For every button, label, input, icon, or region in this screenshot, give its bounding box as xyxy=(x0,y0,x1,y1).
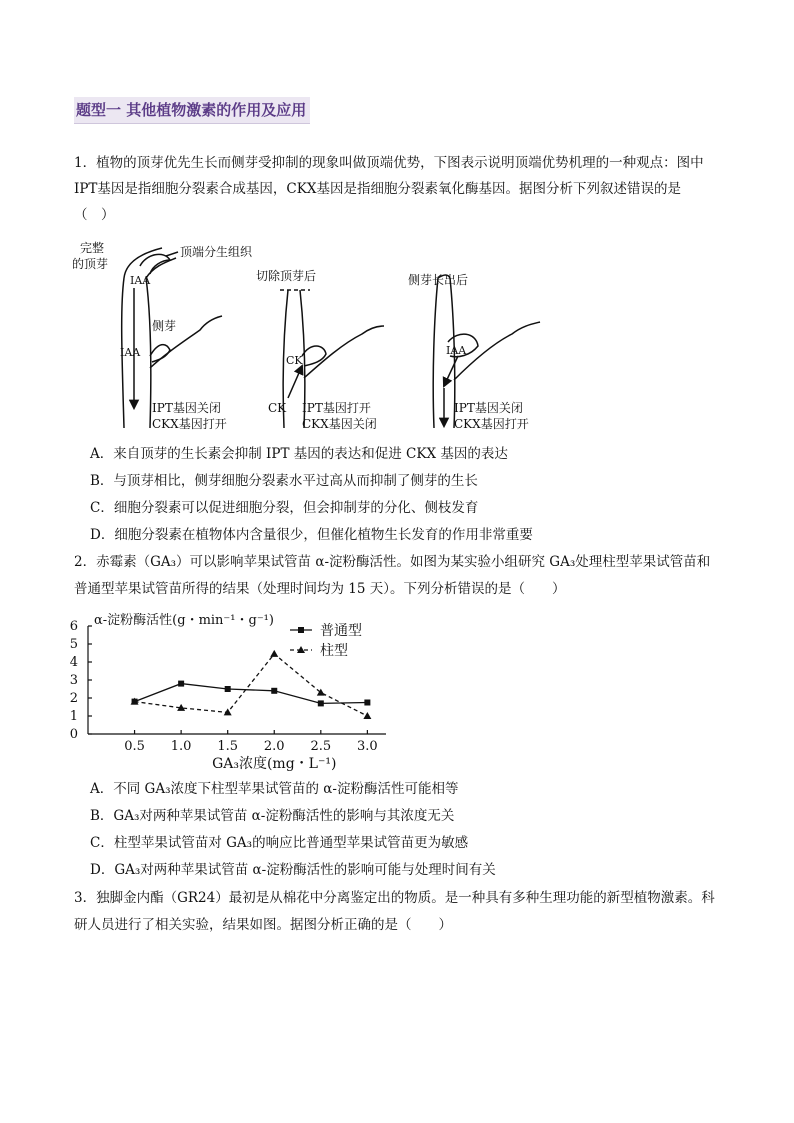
q2-option-a: A．不同 GA₃浓度下柱型苹果试管苗的 α-淀粉酶活性可能相等 xyxy=(90,781,459,797)
panel2-ck-stem: CK xyxy=(268,401,287,415)
point-putong-2.0 xyxy=(271,688,277,694)
panel1-label-b: 的顶芽 xyxy=(72,257,109,271)
panel1-bud xyxy=(150,345,170,362)
x-tick-label: 1.0 xyxy=(170,739,192,754)
y-tick-label: 0 xyxy=(69,727,78,742)
point-zhu-2.0 xyxy=(270,650,278,657)
panel3-gene2: CKX基因打开 xyxy=(454,417,529,431)
x-tick-label: 0.5 xyxy=(124,739,145,754)
q1-stem-line2: IPT基因是指细胞分裂素合成基因，CKX基因是指细胞分裂素氧化酶基因。据图分析下列叙述错误的是 xyxy=(74,181,681,197)
apical-dominance-figure xyxy=(66,238,566,434)
q1-option-b: B．与顶芽相比，侧芽细胞分裂素水平过高从而抑制了侧芽的生长 xyxy=(90,473,478,489)
q2-stem-line1: 2．赤霉素（GA₃）可以影响苹果试管苗 α-淀粉酶活性。如图为某实验小组研究 GA₃处理柱型苹果试管苗和 xyxy=(74,554,711,570)
point-putong-3.0 xyxy=(364,700,370,706)
point-putong-2.5 xyxy=(318,700,324,706)
q2-option-c: C．柱型苹果试管苗对 GA₃的响应比普通型苹果试管苗更为敏感 xyxy=(90,835,469,851)
section-heading: 题型一 其他植物激素的作用及应用 xyxy=(74,97,310,124)
panel2-gene1: IPT基因打开 xyxy=(302,401,371,415)
panel3-iaa: IAA xyxy=(446,344,467,357)
y-axis-label: α-淀粉酶活性(g・min⁻¹・g⁻¹) xyxy=(94,613,274,628)
point-zhu-1.5 xyxy=(224,708,232,715)
panel2-ck-bud: CK xyxy=(286,354,303,367)
panel2-arrow xyxy=(288,366,302,398)
x-tick-label: 3.0 xyxy=(357,739,378,754)
panel3-arrow-bud xyxy=(444,356,458,386)
series-line-1 xyxy=(135,684,368,704)
q1-stem-line3: （ ） xyxy=(74,207,115,223)
panel1-gene1: IPT基因关闭 xyxy=(152,401,221,415)
x-tick-label: 2.5 xyxy=(310,739,332,754)
panel1-stem-right xyxy=(146,278,151,428)
q2-option-d: D．GA₃对两种苹果试管苗 α-淀粉酶活性的影响可能与处理时间有关 xyxy=(90,862,496,878)
point-putong-1.0 xyxy=(178,681,184,687)
panel1-iaa-mid: IAA xyxy=(120,346,141,359)
q2-stem-line2: 普通型苹果试管苗所得的结果（处理时间均为 15 天）。下列分析错误的是（ ） xyxy=(74,581,566,597)
point-putong-1.5 xyxy=(225,686,231,692)
point-zhu-3.0 xyxy=(363,712,371,719)
q3-stem-line1: 3．独脚金内酯（GR24）最初是从棉花中分离鉴定出的物质。是一种具有多种生理功能的新型植物激素。科 xyxy=(74,890,715,906)
panel1-label-a: 完整 xyxy=(80,241,105,255)
x-axis-label: GA₃浓度(mg・L⁻¹) xyxy=(212,756,337,772)
panel2-branch xyxy=(304,326,384,378)
x-tick-label: 1.5 xyxy=(217,739,239,754)
panel3-stem-left xyxy=(433,278,438,428)
q1-stem-line1: 1．植物的顶芽优先生长而侧芽受抑制的现象叫做顶端优势，下图表示说明顶端优势机理的一种观点：图中 xyxy=(74,155,704,171)
q3-stem-line2: 研人员进行了相关实验，结果如图。据图分析正确的是（ ） xyxy=(74,917,452,933)
q1-option-d: D．细胞分裂素在植物体内含量很少，但催化植物生长发育的作用非常重要 xyxy=(90,527,533,543)
panel3-gene1: IPT基因关闭 xyxy=(454,401,523,415)
q1-option-c: C．细胞分裂素可以促进细胞分裂，但会抑制芽的分化、侧枝发育 xyxy=(90,500,479,516)
panel1-iaa-top: IAA xyxy=(130,274,151,287)
panel1-bud-label: 侧芽 xyxy=(152,319,177,333)
q2-option-b: B．GA₃对两种苹果试管苗 α-淀粉酶活性的影响与其浓度无关 xyxy=(90,808,455,824)
panel1-pointer xyxy=(166,252,178,256)
panel3-title: 侧芽长出后 xyxy=(408,273,469,287)
q1-option-a: A．来自顶芽的生长素会抑制 IPT 基因的表达和促进 CKX 基因的表达 xyxy=(90,446,508,462)
legend-label-1: 普通型 xyxy=(320,623,362,639)
legend-marker-square xyxy=(298,627,304,633)
panel1-meristem-label: 顶端分生组织 xyxy=(180,245,253,259)
y-tick-label: 4 xyxy=(69,655,78,670)
y-tick-label: 5 xyxy=(69,637,78,652)
x-tick-label: 2.0 xyxy=(263,739,285,754)
y-tick-label: 2 xyxy=(69,691,78,706)
legend-label-2: 柱型 xyxy=(320,643,348,659)
y-tick-label: 6 xyxy=(69,619,78,634)
y-tick-label: 1 xyxy=(69,709,78,724)
panel1-gene2: CKX基因打开 xyxy=(152,417,227,431)
y-tick-label: 3 xyxy=(69,673,78,688)
panel1-meristem xyxy=(140,254,170,274)
amylase-activity-chart xyxy=(60,606,400,772)
series-line-2 xyxy=(135,654,368,716)
panel3-branch xyxy=(454,322,540,380)
panel2-title: 切除顶芽后 xyxy=(256,269,317,283)
panel2-gene2: CKX基因关闭 xyxy=(302,417,377,431)
panel2-bud xyxy=(302,346,326,366)
